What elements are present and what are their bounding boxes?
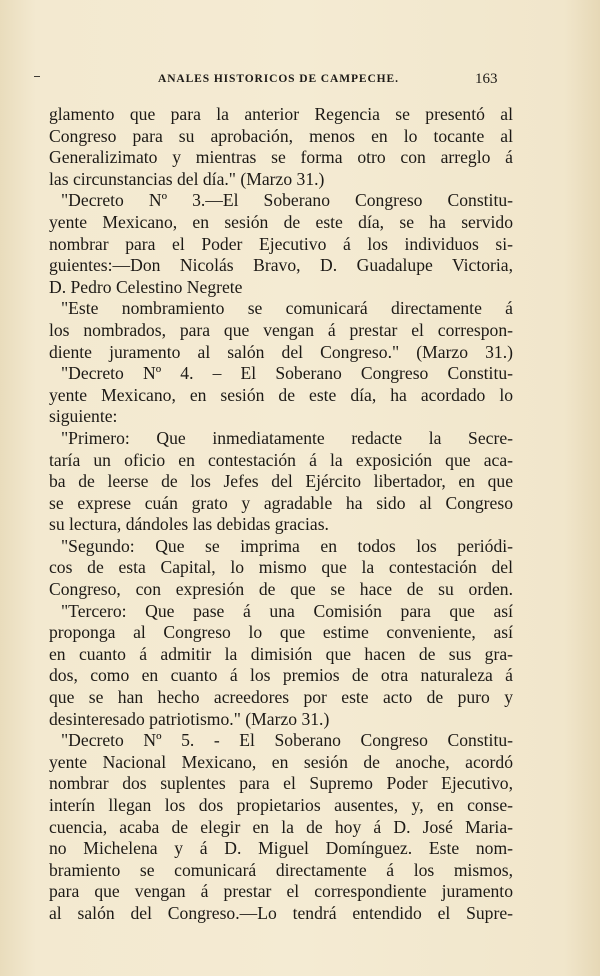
text-line: su lectura, dándoles las debidas gracias. <box>49 514 329 535</box>
margin-mark <box>34 76 40 77</box>
text-line: desinteresado patriotismo." (Marzo 31.) <box>49 708 330 729</box>
text-line: yente Mexicano, en sesión de este día, ha acordado lo <box>49 384 513 405</box>
text-line: en cuanto á admitir la dimisión que hacen de sus gra- <box>49 643 513 664</box>
text-line: para que vengan á prestar el correspondiente juramento <box>49 881 513 902</box>
text-line: yente Mexicano, en sesión de este día, se ha servido <box>49 211 513 232</box>
text-line: al salón del Congreso.—Lo tendrá entendido el Supre- <box>49 902 513 923</box>
text-line: "Tercero: Que pase á una Comisión para que así <box>61 600 513 621</box>
text-line: glamento que para la anterior Regencia se presentó al <box>49 104 513 124</box>
text-line: "Este nombramiento se comunicará directamente á <box>61 298 513 319</box>
text-line: guientes:—Don Nicolás Bravo, D. Guadalupe Victoria, <box>49 255 513 276</box>
running-title: ANALES HISTORICOS DE CAMPECHE. <box>158 73 399 85</box>
text-line: se exprese cuán grato y agradable ha sido al Congreso <box>49 492 513 513</box>
text-line: no Michelena y á D. Miguel Domínguez. Este nom- <box>49 838 513 859</box>
text-line: "Segundo: Que se imprima en todos los periódi- <box>61 535 513 556</box>
text-line: Congreso para su aprobación, menos en lo tocante al <box>49 125 513 146</box>
text-line: Generalizimato y mientras se forma otro con arreglo á <box>49 147 513 168</box>
body-text <box>49 104 513 925</box>
text-line: bramiento se comunicará directamente á los mismos, <box>49 859 513 880</box>
text-line: taría un oficio en contestación á la exposición que aca- <box>49 449 513 470</box>
text-line: D. Pedro Celestino Negrete <box>49 276 243 297</box>
text-line: Congreso, con expresión de que se hace de su orden. <box>49 579 513 600</box>
text-line: interín llegan los dos propietarios ausentes, y, en conse- <box>49 795 513 815</box>
text-line: yente Nacional Mexicano, en sesión de anoche, acordó <box>49 751 513 772</box>
text-line: las circunstancias del día." (Marzo 31.) <box>49 168 325 189</box>
text-line: "Decreto Nº 3.—El Soberano Congreso Constitu- <box>61 190 513 211</box>
text-line: "Decreto Nº 5. - El Soberano Congreso Constitu- <box>61 730 513 751</box>
text-line: siguiente: <box>49 406 118 427</box>
text-line: nombrar dos suplentes para el Supremo Poder Ejecutivo, <box>49 773 513 794</box>
page-header <box>0 71 600 91</box>
text-line: cos de esta Capital, lo mismo que la contestación del <box>49 557 513 578</box>
text-line: diente juramento al salón del Congreso." (Marzo 31.) <box>49 341 513 362</box>
text-line: cuencia, acaba de elegir en la de hoy á D. José Maria- <box>49 816 513 837</box>
text-line: dos, como en cuanto á los premios de otra naturaleza á <box>49 665 513 686</box>
text-line: nombrar para el Poder Ejecutivo á los individuos si- <box>49 233 513 254</box>
text-line: "Primero: Que inmediatamente redacte la Secre- <box>61 427 513 448</box>
text-line: que se han hecho acreedores por este acto de puro y <box>49 687 513 708</box>
text-line: ba de leerse de los Jefes del Ejército libertador, en que <box>49 471 513 492</box>
text-line: proponga al Congreso lo que estime conveniente, así <box>49 622 513 643</box>
page-number: 163 <box>475 71 498 87</box>
text-line: los nombrados, para que vengan á prestar el correspon- <box>49 319 513 340</box>
text-line: "Decreto Nº 4. – El Soberano Congreso Constitu- <box>61 363 513 384</box>
